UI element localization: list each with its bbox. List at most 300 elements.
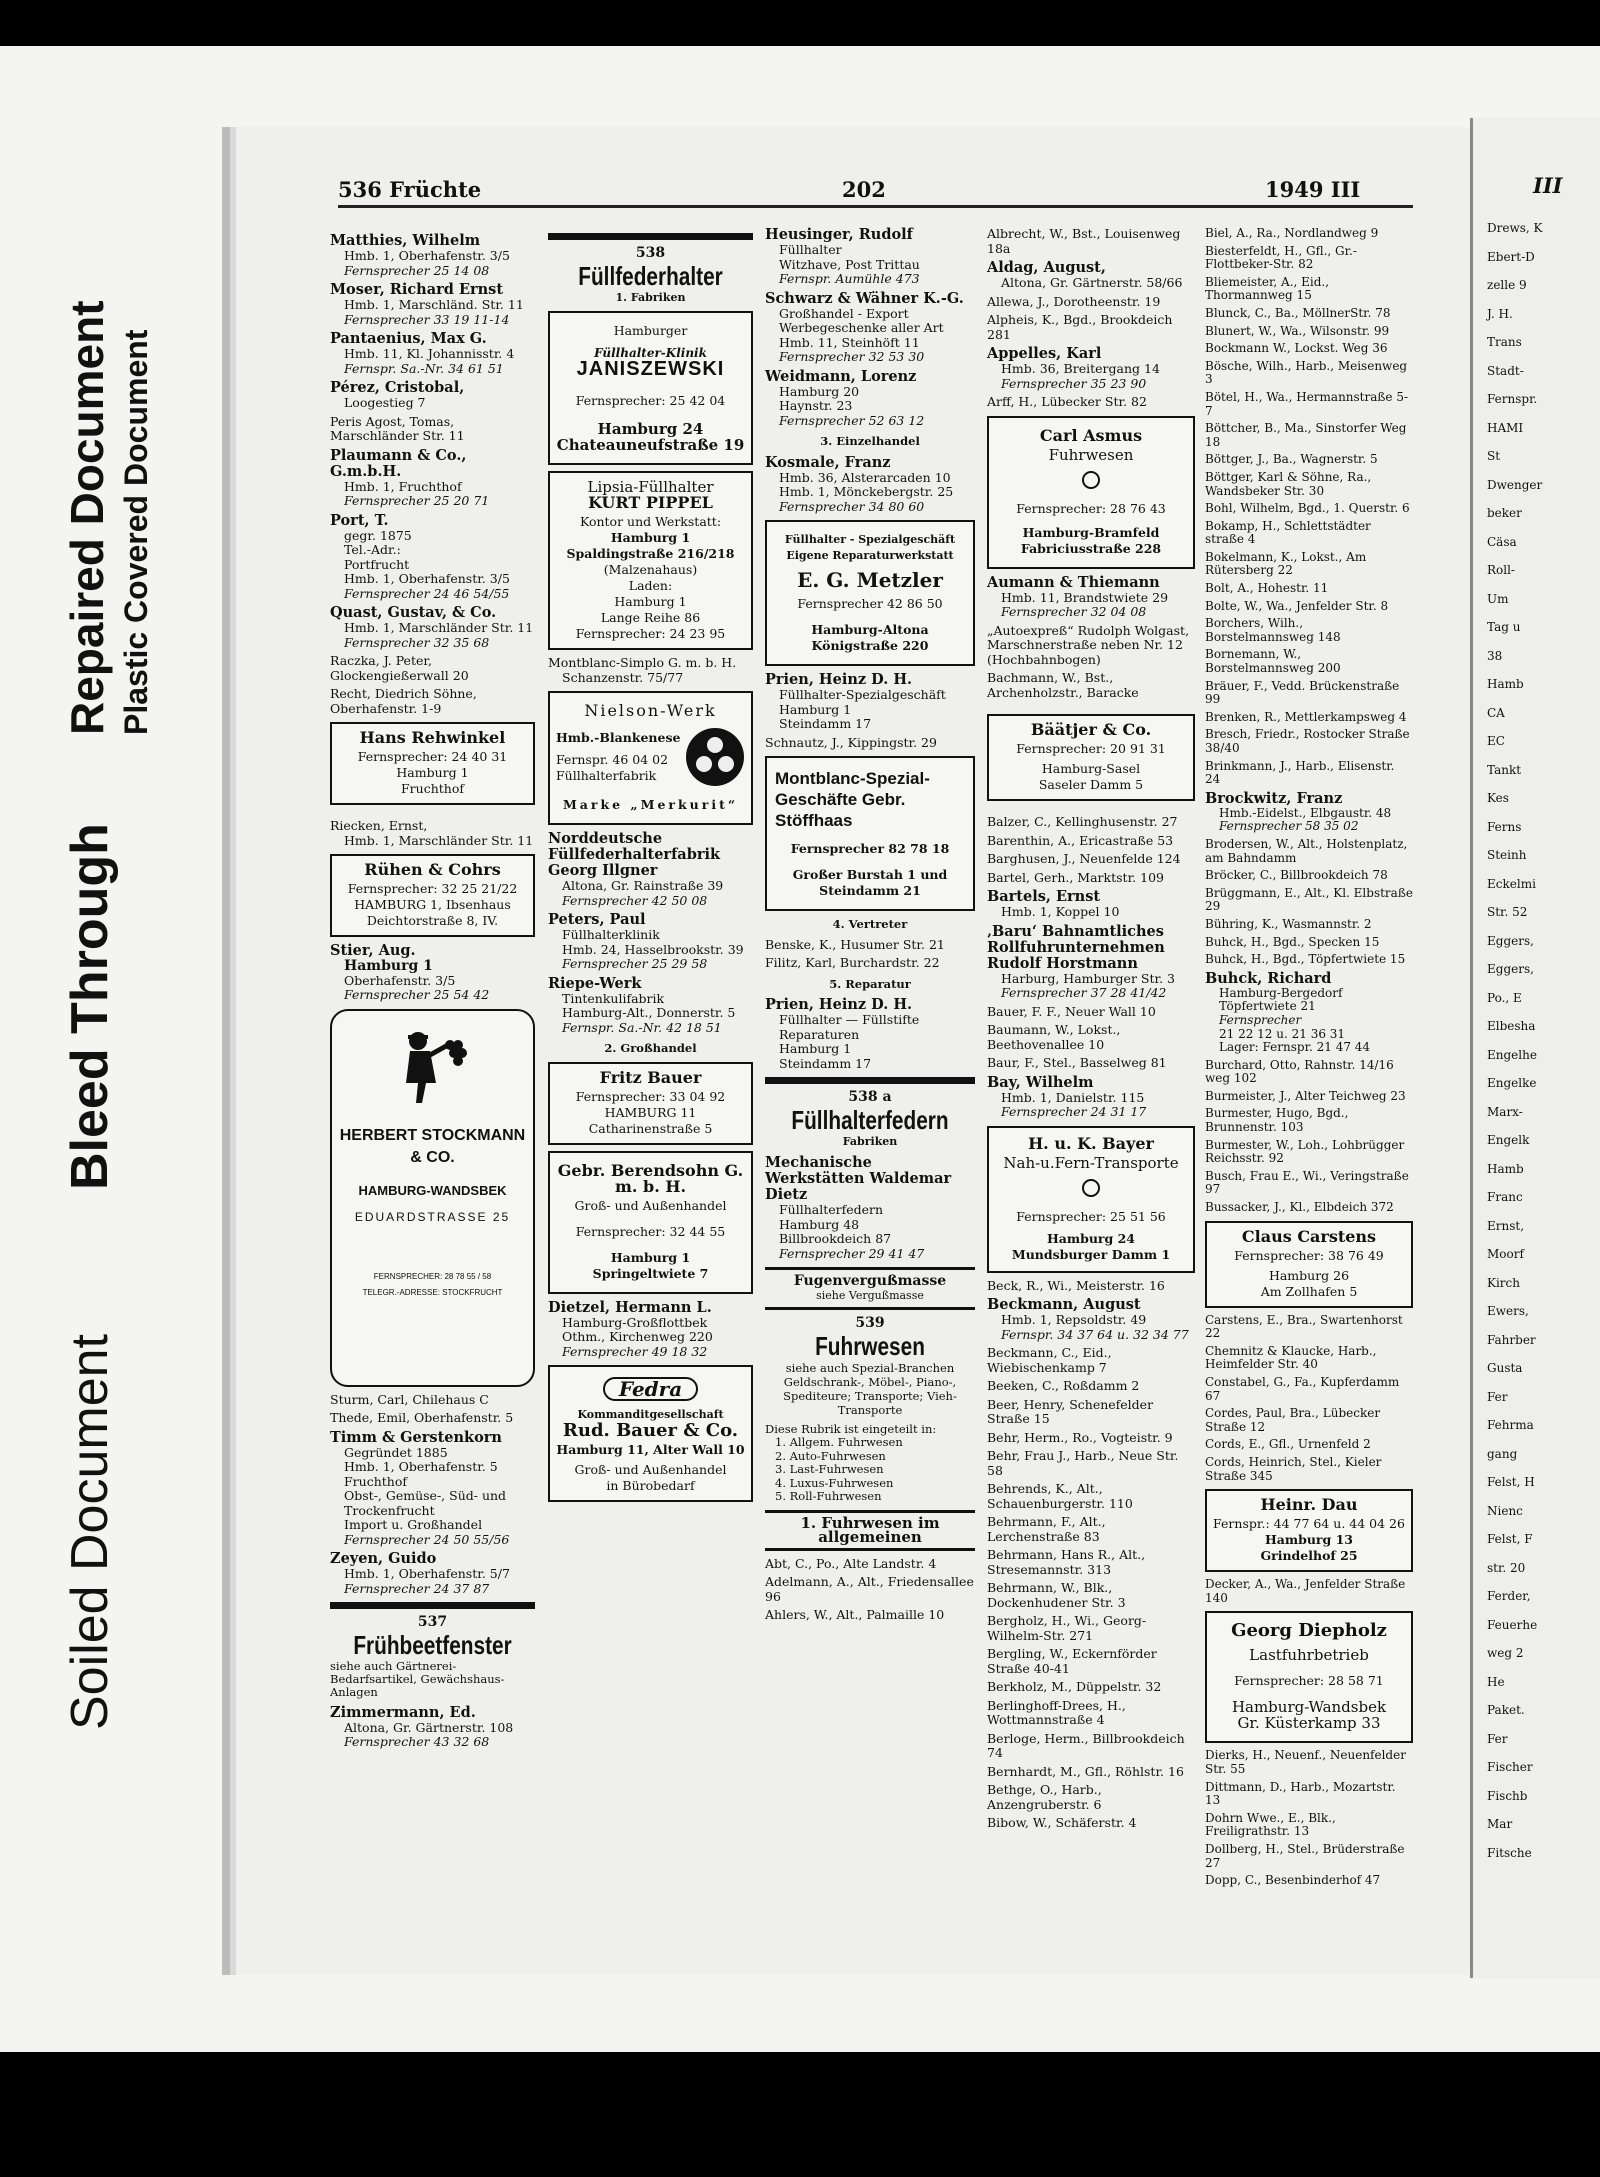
fragment-line: Elbesha	[1487, 1019, 1536, 1033]
entry-name: Bussacker, J., Kl., Elbdeich 372	[1205, 1200, 1394, 1215]
entry-name: Biel, A., Ra., Nordlandweg 9	[1205, 226, 1379, 240]
fragment-line: EC	[1487, 734, 1505, 748]
ad-title: HERBERT STOCKMANN & CO.	[339, 1126, 526, 1166]
entry-line: Hmb. 11, Kl. Johannisstr. 4	[344, 346, 515, 361]
fragment-line: Fischer	[1487, 1760, 1533, 1774]
section-538	[548, 233, 753, 305]
entry	[987, 815, 1195, 830]
entry	[1205, 680, 1413, 707]
entry-name: Dierks, H., Neuenf., Neuenfelder Str. 55	[1205, 1748, 1406, 1776]
entry	[548, 1300, 753, 1360]
entry	[1205, 887, 1413, 914]
entry-line: Fernsprecher 24 50 55/56	[344, 1531, 510, 1547]
section-index	[765, 1423, 975, 1504]
merkurit-logo-icon	[685, 727, 745, 787]
entry-line: Hmb. 1, Repsoldstr. 49	[1001, 1312, 1147, 1327]
entry-name: Matthies, Wilhelm	[330, 232, 481, 249]
entry-name: Carstens, E., Bra., Swartenhorst 22	[1205, 1312, 1403, 1341]
entry-line: Fernsprecher 24 46 54/55	[344, 585, 510, 601]
page-number: 202	[842, 177, 886, 202]
ad-rehwinkel	[330, 722, 535, 805]
section-number: 538 a	[848, 1089, 892, 1105]
entry-name: Albrecht, W., Bst., Louisenweg 18a	[987, 226, 1181, 256]
ad-line: Springeltwiete 7	[592, 1265, 709, 1281]
entry-name: Bresch, Friedr., Rostocker Straße 38/40	[1205, 727, 1410, 755]
entry-name: Brüggmann, E., Alt., Kl. Elbstraße 29	[1205, 885, 1413, 914]
section-title: Frühbeetfenster	[353, 1629, 512, 1660]
entry	[1205, 1781, 1413, 1808]
entry-name: Bokelmann, K., Lokst., Am Rütersberg 22	[1205, 549, 1367, 578]
ad-title: H. u. K. Bayer	[1028, 1133, 1154, 1153]
entry-line: Hmb. 1, Fruchthof	[344, 478, 462, 494]
ad-line: Hamburg 24	[1046, 1230, 1136, 1246]
entry-name: Behrends, K., Alt., Schauenburgerstr. 110	[987, 1481, 1133, 1511]
ad-line: Hamburg 24	[597, 420, 704, 438]
index-item: 1. Allgem. Fuhrwesen	[775, 1435, 903, 1449]
fragment-line: Ferder,	[1487, 1589, 1531, 1603]
subsection-heading: 1. Fuhrwesen im allgemeinen	[765, 1510, 975, 1551]
entry-name: Benske, K., Husumer Str. 21	[765, 936, 945, 952]
entry-name: Beckmann, August	[987, 1296, 1141, 1313]
entry-name: Bötel, H., Wa., Hermannstraße 5-7	[1205, 389, 1409, 418]
ad-stockmann	[330, 1009, 535, 1387]
entry-name: Prien, Heinz D. H.	[765, 996, 913, 1013]
fragment-line: Stadt-	[1487, 363, 1524, 378]
entry-line: Füllhalterklinik	[562, 927, 660, 942]
entry-line: Hmb. 11, Steinhöft 11	[779, 334, 920, 350]
entry-name: Riepe-Werk	[548, 974, 642, 992]
entry-name: Aumann & Thiemann	[987, 573, 1160, 591]
ad-script: Füllhalter-Klinik	[594, 346, 707, 360]
ad-line: Eigene Reparaturwerkstatt	[786, 549, 954, 562]
section-title: Füllhalterfedern	[791, 1104, 949, 1135]
entry-line: Hamburg-Großflottbek	[562, 1314, 708, 1330]
fragment-line: Str. 52	[1487, 905, 1528, 919]
ad-line: Lipsia-Füllhalter	[587, 478, 714, 496]
entry-name: Constabel, G., Fa., Kupferdamm 67	[1205, 1375, 1400, 1403]
fragment-line: Dwenger	[1487, 477, 1543, 492]
entry-list	[1205, 1314, 1413, 1484]
entry-name: Brinkmann, J., Harb., Elisenstr. 24	[1205, 758, 1395, 787]
adjacent-header: III	[1533, 173, 1563, 198]
ad-lines	[554, 514, 747, 642]
entry	[1205, 1170, 1413, 1197]
seal-icon	[1082, 471, 1100, 489]
fugen-block	[765, 1267, 975, 1310]
entry	[987, 395, 1195, 410]
entry-name: Berlinghoff-Drees, H., Wottmannstraße 4	[987, 1697, 1126, 1727]
entry	[765, 1575, 975, 1604]
fragment-line: He	[1487, 1674, 1505, 1689]
ad-line: Fernsprecher: 33 04 92	[575, 1088, 726, 1104]
entry-name: Pérez, Cristobal,	[330, 379, 465, 396]
entry-line: Füllhalter	[779, 242, 842, 257]
entry-line: Obst-, Gemüse-, Süd- und	[344, 1488, 507, 1503]
fragment-line: Eckelmi	[1487, 876, 1536, 891]
entry	[1205, 1376, 1413, 1403]
entry	[765, 672, 975, 732]
entry-name: Burmeister, J., Alter Teichweg 23	[1205, 1088, 1406, 1103]
entry-name: Abt, C., Po., Alte Landstr. 4	[765, 1555, 937, 1571]
entry	[330, 331, 535, 376]
entry-name: Bolt, A., Hohestr. 11	[1205, 581, 1329, 596]
fragment-line: gang	[1487, 1446, 1518, 1461]
entry	[330, 819, 535, 848]
ad-title: Rühen & Cohrs	[364, 860, 501, 879]
entry-name: Böttger, Karl & Söhne, Ra., Wandsbeker Str. 30	[1205, 469, 1372, 498]
entry-line: Fernsprecher 33 19 11-14	[344, 311, 510, 327]
entry-line: Fernsprecher 32 53 30	[779, 349, 925, 364]
directory-page	[222, 127, 1475, 1975]
entry	[987, 852, 1195, 867]
ad-line: Hmb.-Blankenese	[556, 730, 681, 745]
ad-line: Fernsprecher: 24 23 95	[575, 626, 726, 641]
ad-line: Fernsprecher: 28 58 71	[1234, 1673, 1384, 1689]
entry-list	[330, 1393, 535, 1597]
entry-name: Port, T.	[330, 511, 389, 529]
fragment-line: CA	[1487, 705, 1505, 720]
bleed-through-label: Bleed Through	[61, 823, 119, 1190]
entry-name: Dietzel, Hermann L.	[548, 1298, 712, 1316]
entry-line: Reparaturen	[779, 1026, 860, 1042]
ad-montblanc	[765, 756, 975, 911]
entry-line: Fernsprecher 34 80 60	[779, 498, 925, 514]
entry-name: Peters, Paul	[548, 911, 646, 928]
entry-line: Hmb. 1, Oberhafenstr. 3/5	[344, 248, 510, 263]
entry	[987, 1783, 1195, 1812]
entry-line: Fernsprecher 37 28 41/42	[1001, 985, 1167, 1000]
column-2	[548, 227, 753, 1508]
entry	[765, 997, 975, 1071]
entry-list	[987, 815, 1195, 1120]
fragment-line: Mar	[1487, 1817, 1513, 1831]
ad-line: Hamburg 13	[1264, 1532, 1354, 1548]
fragment-line: weg 2	[1487, 1646, 1524, 1660]
fragment-line: Paket.	[1487, 1703, 1525, 1717]
entry	[1205, 1578, 1413, 1605]
entry	[330, 513, 535, 602]
entry-name: Ahlers, W., Alt., Palmaille 10	[765, 1607, 945, 1622]
entry	[1205, 1345, 1413, 1372]
entry-name: Thede, Emil, Oberhafenstr. 5	[330, 1410, 514, 1425]
index-item: 3. Last-Fuhrwesen	[775, 1462, 884, 1476]
fragment-line: zelle 9	[1487, 278, 1527, 292]
entry-name: Dollberg, H., Stel., Brüderstraße 27	[1205, 1841, 1405, 1870]
entry-name: Prien, Heinz D. H.	[765, 671, 913, 688]
entry-name: Berkholz, M., Düppelstr. 32	[987, 1679, 1162, 1694]
entry	[1205, 453, 1413, 467]
entry	[1205, 582, 1413, 596]
fragment-line: 38	[1487, 648, 1503, 663]
index-item: 4. Luxus-Fuhrwesen	[775, 1475, 894, 1490]
entry-name: Cordes, Paul, Bra., Lübecker Straße 12	[1205, 1406, 1381, 1434]
entry-line: Fernsprecher 25 54 42	[344, 987, 490, 1002]
fragment-line: Kes	[1487, 791, 1509, 805]
entry-name: Quast, Gustav, & Co.	[330, 604, 497, 621]
ad-line: Hamburg 1	[396, 765, 469, 780]
entry-name: Brockwitz, Franz	[1205, 789, 1343, 807]
fragment-line: Engelk	[1487, 1133, 1530, 1147]
index-item: 2. Auto-Fuhrwesen	[775, 1448, 886, 1463]
ad-pippel	[548, 471, 753, 650]
ad-line: Fernspr. 46 04 02	[556, 752, 669, 767]
entry	[330, 654, 535, 683]
entry	[330, 1430, 535, 1548]
entry-name: Stier, Aug.	[330, 942, 416, 959]
ad-line: Großer Burstah 1 und	[792, 867, 948, 882]
entry-line: Fernsprecher 24 37 87	[344, 1580, 490, 1596]
entry	[987, 313, 1195, 342]
entry-name: Allewa, J., Dorotheenstr. 19	[987, 293, 1161, 309]
ad-title: Gebr. Berendsohn G. m. b. H.	[557, 1160, 744, 1196]
entry-name: Baumann, W., Lokst., Beethovenallee 10	[987, 1022, 1121, 1052]
entry-line: Altona, Gr. Gärtnerstr. 108	[344, 1719, 514, 1735]
entry-list	[987, 227, 1195, 410]
entry	[987, 871, 1195, 886]
ad-line: FERNSPRECHER: 28 78 55 / 58	[373, 1271, 492, 1281]
entry	[987, 624, 1195, 668]
entry	[330, 605, 535, 650]
entry-name: Bibow, W., Schäferstr. 4	[987, 1815, 1137, 1830]
section-number: 537	[417, 1614, 448, 1630]
entry-name: Moser, Richard Ernst	[330, 281, 504, 298]
ad-line: Fernsprecher: 38 76 49	[1234, 1247, 1384, 1263]
entry	[330, 1393, 535, 1408]
entry	[1205, 422, 1413, 449]
entry-name: „Autoexpreß“ Rudolph Wolgast, Marschnerstraße neben Nr. 12 (Hochbahnbogen)	[987, 622, 1190, 667]
entry	[765, 455, 975, 515]
fragment-line: Fitsche	[1487, 1845, 1532, 1860]
fragment-line: Fer	[1487, 1389, 1508, 1404]
entry-line: Altona, Gr. Gärtnerstr. 58/66	[1001, 275, 1183, 290]
fruit-man-icon	[388, 1023, 478, 1113]
entry	[1205, 760, 1413, 787]
entry	[1205, 307, 1413, 321]
entry-name: Biesterfeldt, H., Gfl., Gr.-Flottbeker-Str. 82	[1205, 243, 1357, 272]
ad-subtitle: Fuhrwesen	[1048, 445, 1134, 464]
section-number: 538	[635, 245, 666, 261]
entry-name: Buhck, Richard	[1205, 969, 1332, 987]
entry	[987, 1297, 1195, 1342]
entry	[987, 1732, 1195, 1761]
entry-name: Bachmann, W., Bst., Archenholzstr., Baracke	[987, 670, 1139, 700]
ad-title: Claus Carstens	[1241, 1226, 1377, 1246]
ad-line: Grindelhof 25	[1260, 1548, 1358, 1564]
ad-title: Georg Diepholz	[1231, 1620, 1387, 1642]
seal-icon	[1082, 1179, 1100, 1197]
entry	[987, 1614, 1195, 1643]
ad-bayer	[987, 1126, 1195, 1273]
entry	[987, 671, 1195, 700]
entry	[330, 1705, 535, 1750]
entry	[1205, 1107, 1413, 1134]
fragment-line: Engelhe	[1487, 1047, 1537, 1062]
entry	[1205, 391, 1413, 418]
fragment-line: Marx-	[1487, 1104, 1523, 1119]
entry-name: Bartels, Ernst	[987, 888, 1101, 905]
ad-line: Deichtorstraße 8, IV.	[366, 913, 499, 928]
ad-title: Rud. Bauer & Co.	[562, 1420, 739, 1441]
entry-name: Behrmann, W., Blk., Dockenhudener Str. 3	[987, 1580, 1126, 1610]
ad-title: Montblanc-Spezial-Geschäfte Gebr. Stöffhaas	[775, 769, 930, 830]
header-right: 1949 III	[1265, 177, 1361, 202]
ad-line: Fernsprecher: 32 25 21/22	[347, 881, 518, 896]
fragment-line: J. H.	[1487, 306, 1513, 321]
entry-name: Cords, E., Gfl., Urnenfeld 2	[1205, 1437, 1371, 1452]
ad-line: Marke „Merkurit“	[562, 797, 739, 812]
entry-line: Hmb. 36, Alsterarcaden 10	[779, 469, 951, 485]
entry-name: Pantaenius, Max G.	[330, 330, 487, 347]
section-537	[330, 1602, 535, 1699]
ad-line: Fernsprecher: 24 40 31	[357, 749, 508, 764]
entry	[1205, 276, 1413, 303]
ad-line: Fernsprecher: 20 91 31	[1016, 741, 1166, 756]
entry	[1205, 551, 1413, 578]
fragment-line: Franc	[1487, 1190, 1523, 1204]
section-number: 539	[855, 1315, 885, 1331]
entry-name: Behrmann, F., Alt., Lerchenstraße 83	[987, 1514, 1106, 1544]
section-538a	[765, 1077, 975, 1149]
entry	[765, 227, 975, 287]
entry-line: Altona, Gr. Rainstraße 39	[562, 878, 724, 893]
ad-line: Saseler Damm 5	[1038, 777, 1144, 792]
entry-name: Brenken, R., Mettlerkampsweg 4	[1205, 709, 1407, 724]
ad-asmus	[987, 416, 1195, 569]
entry	[1205, 971, 1413, 1055]
entry-list	[987, 575, 1195, 701]
ad-line: Kommanditgesellschaft	[577, 1408, 724, 1421]
ad-subtitle: Lastfuhrbetrieb	[1249, 1646, 1369, 1665]
entry-line: Import u. Großhandel	[344, 1517, 483, 1532]
entry-line: Fernsprecher 42 50 08	[562, 892, 708, 908]
ad-line: Fernsprecher 82 78 18	[790, 841, 950, 856]
entry-line: Hmb. 1, Marschländer Str. 11	[344, 620, 534, 635]
entry-name: Zimmermann, Ed.	[330, 1703, 476, 1721]
entry	[987, 1431, 1195, 1446]
entry	[987, 575, 1195, 620]
entry	[987, 1647, 1195, 1676]
entry-name: Dopp, C., Besenbinderhof 47	[1205, 1873, 1381, 1888]
entry	[1205, 1407, 1413, 1434]
entry	[548, 976, 753, 1036]
entry-name: Bröcker, C., Billbrookdeich 78	[1205, 868, 1388, 883]
entry-name: Berloge, Herm., Billbrookdeich 74	[987, 1730, 1185, 1760]
entry-name: Adelmann, A., Alt., Friedensallee 96	[765, 1574, 974, 1604]
index-intro: Diese Rubrik ist eingeteilt in:	[765, 1421, 937, 1436]
adjacent-fragments	[1487, 214, 1542, 1867]
ad-line: Fernsprecher: 25 42 04	[575, 393, 726, 408]
entry	[1205, 869, 1413, 883]
entry-name: Appelles, Karl	[987, 345, 1102, 362]
ad-line: Hamburg 1	[610, 530, 691, 545]
ad-line: Fernsprecher: 25 51 56	[1016, 1208, 1166, 1224]
entry-name: Bergling, W., Eckernförder Straße 40-41	[987, 1646, 1157, 1676]
entry	[1205, 1749, 1413, 1776]
fragment-line: Fer	[1487, 1731, 1508, 1746]
entry-line: Füllhalterfedern	[779, 1202, 884, 1217]
entry-name: Behr, Frau J., Harb., Neue Str. 58	[987, 1448, 1179, 1478]
entry-line: Hamburg 48	[779, 1216, 860, 1232]
entry-line: Fernsprecher 32 35 68	[344, 634, 490, 650]
entry-line: gegr. 1875	[344, 527, 412, 543]
ad-line: Fernspr.: 44 77 64 u. 44 04 26	[1213, 1516, 1405, 1532]
entry-name: Mechanische Werkstätten Waldemar Dietz	[765, 1154, 952, 1203]
entry-name: Buhck, H., Bgd., Specken 15	[1205, 934, 1380, 949]
ad-subtitle: Nah-u.Fern-Transporte	[1003, 1153, 1179, 1172]
entry-line: Hmb. 36, Breitergang 14	[1001, 361, 1160, 376]
entry-line: Fernsprecher 35 23 90	[1001, 375, 1147, 391]
entry-line: Hamburg 20	[779, 383, 860, 399]
entry-name: Chemnitz & Klaucke, Harb., Heimfelder Str. 40	[1205, 1343, 1377, 1372]
entry-name: Buhck, H., Bgd., Töpfertwiete 15	[1205, 952, 1406, 967]
fragment-line: Hamb	[1487, 1161, 1524, 1176]
entry-name: Bauer, F. F., Neuer Wall 10	[987, 1003, 1156, 1019]
entry-line: Fernsprecher 25 29 58	[562, 956, 708, 971]
ad-rud-bauer	[548, 1365, 753, 1502]
entry-name: Bethge, O., Harb., Anzengruberstr. 6	[987, 1782, 1102, 1812]
entry	[765, 291, 975, 365]
entry-name: Bokamp, H., Schlettstädter straße 4	[1205, 518, 1371, 547]
entry-name: Beckmann, C., Eid., Wiebischenkamp 7	[987, 1345, 1112, 1375]
entry-line: Fruchthof	[344, 1473, 407, 1489]
entry-line: Trockenfrucht	[344, 1502, 435, 1518]
entry-name: Burmester, W., Loh., Lohbrügger Reichsstr. 92	[1205, 1137, 1405, 1166]
entry-name: Böttger, J., Ba., Wagnerstr. 5	[1205, 452, 1378, 467]
entry-line: 21 22 12 u. 21 36 31	[1219, 1026, 1346, 1041]
entry-line: Oberhafenstr. 3/5	[344, 972, 456, 988]
fragment-line: Ernst,	[1487, 1218, 1525, 1233]
ad-line: Gr. Küsterkamp 33	[1237, 1714, 1381, 1733]
entry	[987, 346, 1195, 391]
section-note: siehe auch Spezial-Branchen Geldschrank-, Möbel-, Piano-, Spediteure; Transporte; Vieh-Transporte	[783, 1360, 957, 1417]
ad-line: Fruchthof	[401, 781, 464, 796]
ad-title: Fritz Bauer	[599, 1067, 702, 1087]
ad-line: Kontor und Werkstatt:	[579, 514, 722, 529]
entry-name: Behrmann, Hans R., Alt., Stresemannstr. 313	[987, 1547, 1146, 1577]
entry	[987, 1482, 1195, 1511]
entry-name: Arff, H., Lübecker Str. 82	[987, 394, 1147, 409]
fragment-line: Kirch	[1487, 1275, 1520, 1290]
entry-name: Böttcher, B., Ma., Sinstorfer Weg 18	[1205, 421, 1407, 449]
entry-line: Hamburg-Alt., Donnerstr. 5	[562, 1005, 736, 1020]
entry-name: Beck, R., Wi., Meisterstr. 16	[987, 1277, 1165, 1293]
entry-line: Fernsprecher 29 41 47	[779, 1245, 925, 1261]
entry	[987, 1379, 1195, 1394]
ad-line: Füllhalter - Spezialgeschäft	[784, 533, 956, 546]
ad-line: HAMBURG-WANDSBEK	[358, 1182, 507, 1198]
subsection-heading: 5. Reparatur	[829, 976, 911, 991]
ad-line: Hamburg-Wandsbek	[1231, 1698, 1387, 1717]
entry	[987, 1056, 1195, 1071]
entry	[987, 834, 1195, 849]
entry-line: Fernspr. Aumühle 473	[779, 271, 920, 286]
ad-carstens	[1205, 1221, 1413, 1308]
entry-name: Burchard, Otto, Rahnstr. 14/16 weg 102	[1205, 1057, 1394, 1086]
entry-list	[987, 1279, 1195, 1831]
entry-line: Hmb. 1, Oberhafenstr. 3/5	[344, 571, 510, 586]
entry-name: Heusinger, Rudolf	[765, 226, 913, 243]
entry	[330, 943, 535, 1003]
fragment-line: Felst, F	[1487, 1532, 1533, 1546]
entry	[1205, 245, 1413, 272]
ad-line: Hamburg-Sasel	[1041, 761, 1141, 776]
entry-name: Beer, Henry, Schenefelder Straße 15	[987, 1396, 1154, 1426]
entry	[987, 1548, 1195, 1577]
entry-line: Werbegeschenke aller Art	[779, 320, 944, 335]
entry	[1205, 227, 1413, 241]
entry-name: Schnautz, J., Kippingstr. 29	[765, 734, 937, 750]
entry	[1205, 1314, 1413, 1341]
